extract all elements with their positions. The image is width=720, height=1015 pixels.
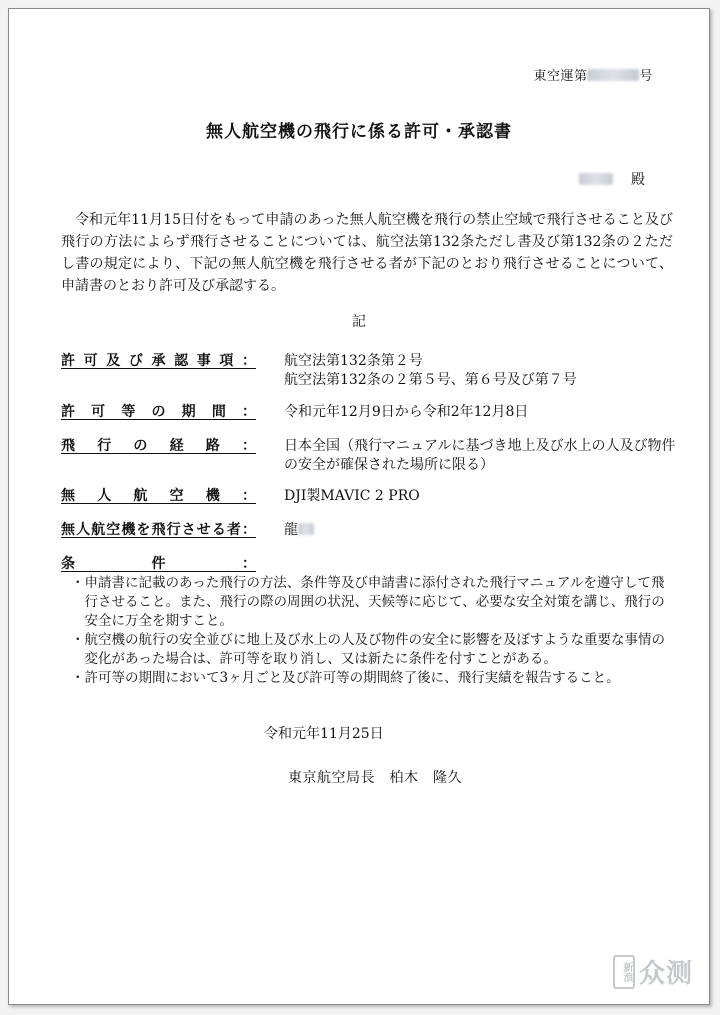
document-page — [8, 8, 710, 1005]
addressee — [579, 169, 645, 189]
item-row-approval-matters — [61, 352, 681, 390]
item-row-aircraft — [61, 487, 681, 506]
condition-item: ・航空機の航行の安全並びに地上及び水上の人及び物件の安全に影響を及ぼすような重要な事情の変化があった場合は、許可等を取り消し、又は新たに条件を付すことがある。 — [71, 632, 665, 667]
addressee-suffix: 殿 — [631, 172, 645, 188]
item-value-line: 航空法第132条の２第５号、第６号及び第７号 — [284, 372, 577, 388]
item-value — [274, 352, 681, 390]
document-title: 無人航空機の飛行に係る許可・承認書 — [206, 122, 512, 142]
item-value — [274, 487, 681, 506]
document-number — [533, 65, 653, 84]
issuer-name: 東京航空局長 柏木 隆久 — [288, 770, 462, 786]
item-value — [274, 555, 681, 574]
redacted-addressee-name — [579, 173, 613, 185]
document-number-suffix: 号 — [639, 69, 653, 84]
item-value — [274, 521, 681, 540]
item-row-conditions — [61, 555, 681, 574]
watermark-seal: 新浪 — [613, 955, 635, 989]
item-value-line — [284, 521, 681, 540]
item-row-operator — [61, 521, 681, 540]
operator-name-visible: 龍 — [284, 522, 298, 538]
redacted-operator-name — [298, 523, 314, 535]
issue-date: 令和元年11月25日 — [264, 726, 384, 742]
ki-heading: 記 — [352, 314, 366, 330]
document-number-prefix: 東空運第 — [533, 69, 588, 84]
item-value-line: DJI製MAVIC 2 PRO — [284, 488, 420, 504]
item-value — [274, 403, 681, 422]
condition-item: ・申請書に記載のあった飛行の方法、条件等及び申請書に添付された飛行マニュアルを遵守して飛行させること。また、飛行の際の周囲の状況、天候等に応じて、必要な安全対策を講じ、飛行の安全に万全を期すこと。 — [71, 575, 665, 629]
redacted-number — [587, 69, 639, 81]
item-label: 無人航空機： — [61, 488, 256, 504]
item-value-line: 日本全国（飛行マニュアルに基づき地上及び水上の人及び物件の安全が確保された場所に限る） — [284, 438, 676, 473]
item-label: 飛行の経路： — [61, 438, 256, 454]
item-value — [274, 437, 681, 475]
item-label: 許可等の期間： — [61, 404, 256, 420]
item-label: 条件： — [61, 556, 256, 572]
body-paragraph: 令和元年11月15日付をもって申請のあった無人航空機を飛行の禁止空域で飛行させること及び飛行の方法によらず飛行させることについては、航空法第132条ただし書及び第132条の２ただし書の規定により、下記の無人航空機を飛行させる者が下記のとおり飛行させることについて、申請書のとおり許可及び承認する。 — [61, 212, 673, 294]
item-row-flight-route — [61, 437, 681, 475]
item-label: 無人航空機を飛行させる者： — [61, 522, 256, 538]
item-value-line: 航空法第132条第２号 — [284, 353, 423, 369]
item-row-period — [61, 403, 681, 422]
item-value-line: 令和元年12月9日から令和2年12月8日 — [284, 404, 529, 420]
watermark — [613, 953, 693, 990]
condition-item: ・許可等の期間において3ヶ月ごと及び許可等の期間終了後に、飛行実績を報告すること。 — [71, 670, 620, 686]
conditions-list — [71, 574, 671, 688]
watermark-text: 众测 — [638, 959, 693, 989]
item-label: 許可及び承認事項： — [61, 353, 256, 369]
